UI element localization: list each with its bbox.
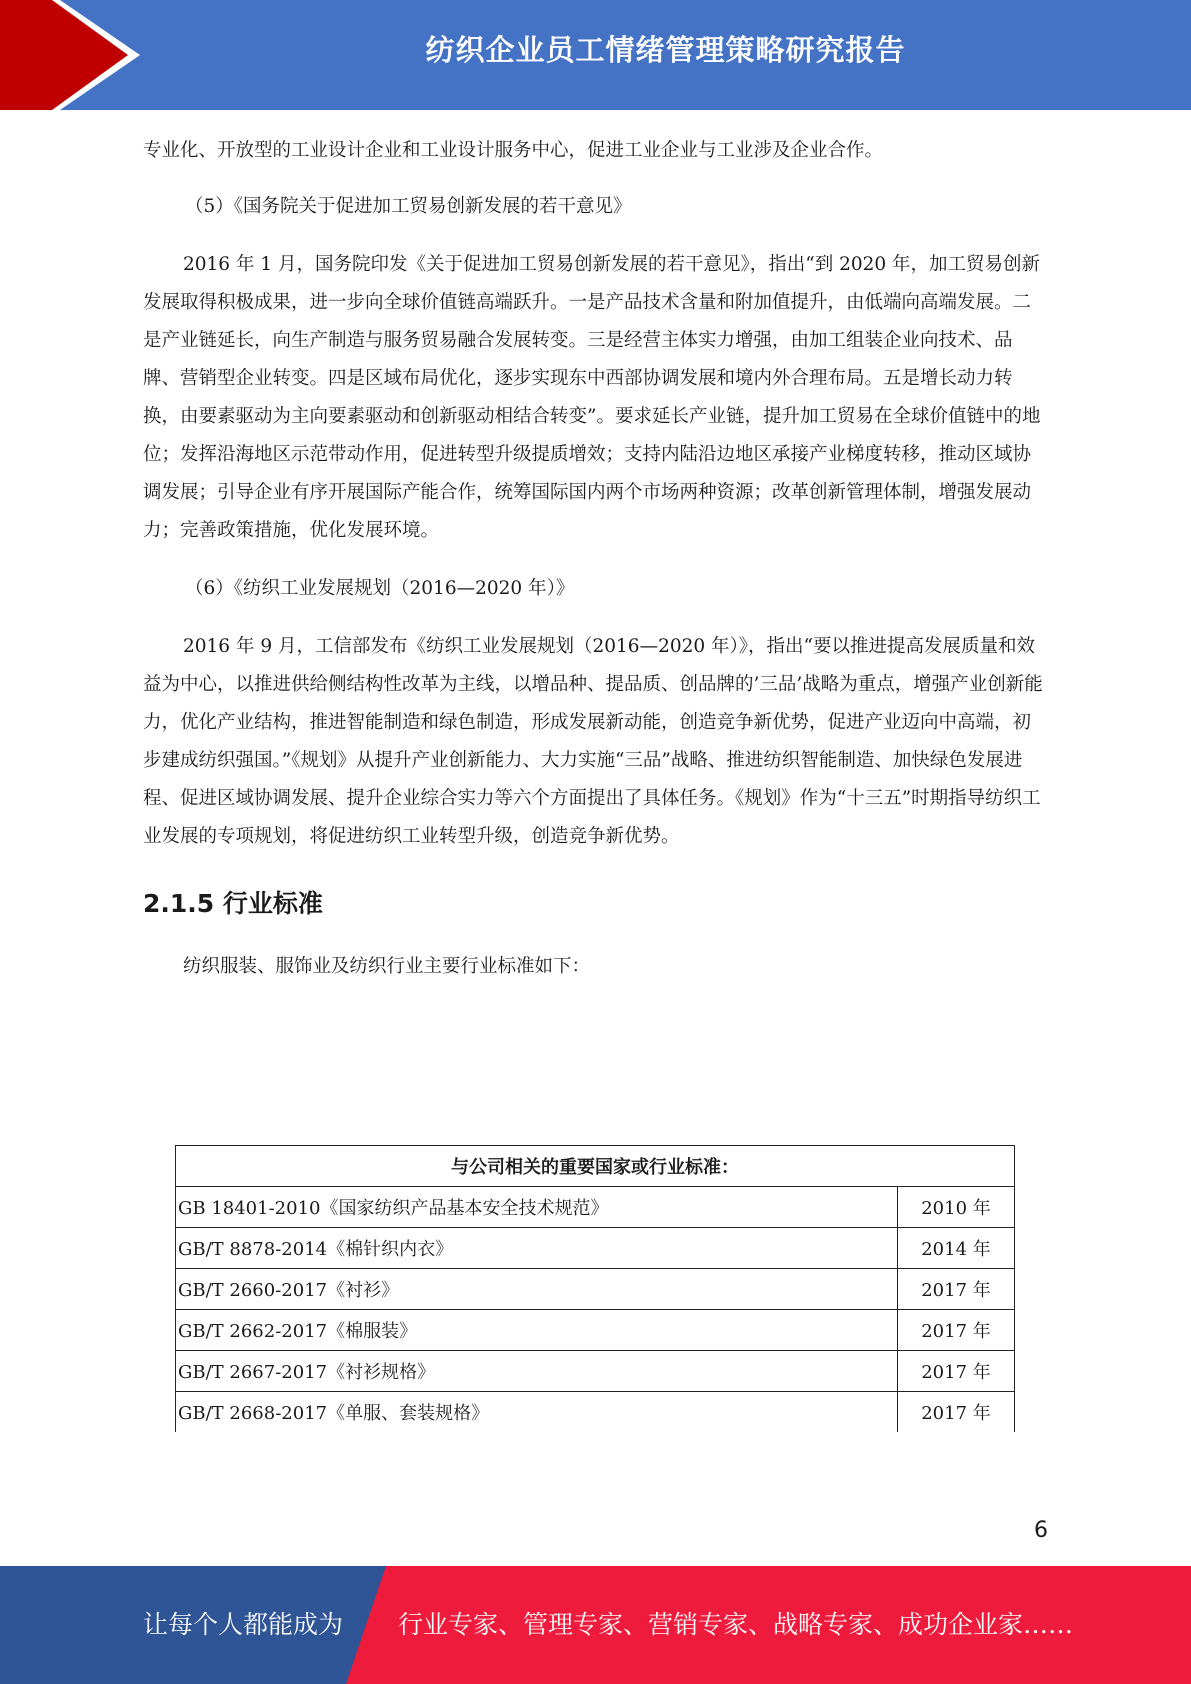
document-body [143,132,1045,986]
footer-slogan-right: 行业专家、管理专家、营销专家、战略专家、成功企业家…… [398,1610,1074,1639]
year-cell: 2017 年 [898,1269,1015,1310]
standards-table [175,1145,1015,1432]
year-cell: 2017 年 [898,1392,1015,1433]
table-row [176,1228,1015,1269]
item-5-paragraph: 2016 年 1 月，国务院印发《关于促进加工贸易创新发展的若干意见》，指出“到 2020 年，加工贸易创新发展取得积极成果，进一步向全球价值链高端跃升。一是产品技术含量和附加值提升，由低端向高端发展。二是产业链延长，向生产制造与服务贸易融合发展转变。三是经营主体实力增强，由加工组装企业向技术、品牌、营销型企业转变。四是区域布局优化，逐步实现东中西部协调发展和境内外合理布局。五是增长动力转换，由要素驱动为主向要素驱动和创新驱动相结合转变”。要求延长产业链，提升加工贸易在全球价值链中的地位；发挥沿海地区示范带动作用，促进转型升级提质增效；支持内陆沿边地区承接产业梯度转移，推动区域协调发展；引导企业有序开展国际产能合作，统筹国际国内两个市场两种资源；改革创新管理体制，增强发展动力；完善政策措施，优化发展环境。 [143,254,1041,541]
table-row [176,1269,1015,1310]
standard-cell: GB/T 8878-2014《棉针织内衣》 [176,1228,898,1269]
item-6-heading: （6）《纺织工业发展规划（2016—2020 年）》 [185,578,575,599]
item-5-heading: （5）《国务院关于促进加工贸易创新发展的若干意见》 [185,196,632,217]
standard-cell: GB 18401-2010《国家纺织产品基本安全技术规范》 [176,1187,898,1228]
header-arrow-decoration [0,0,160,110]
table-row [176,1310,1015,1351]
section-intro: 纺织服装、服饰业及纺织行业主要行业标准如下： [183,956,591,977]
item-6-paragraph: 2016 年 9 月，工信部发布《纺织工业发展规划（2016—2020 年）》，指出“要以推进提高发展质量和效益为中心，以推进供给侧结构性改革为主线，以增品种、提品质、创品牌的’三品’战略为重点，增强产业创新能力，优化产业结构，推进智能制造和绿色制造，形成发展新动能，创造竞争新优势，促进产业迈向中高端，初步建成纺织强国。”《规划》从提升产业创新能力、大力实施“三品”战略、推进纺织智能制造、加快绿色发展进程、促进区域协调发展、提升企业综合实力等六个方面提出了具体任务。《规划》作为“十三五”时期指导纺织工业发展的专项规划，将促进纺织工业转型升级，创造竞争新优势。 [143,636,1043,847]
table-row [176,1392,1015,1433]
page-footer [0,1566,1191,1684]
standard-cell: GB/T 2662-2017《棉服装》 [176,1310,898,1351]
year-cell: 2010 年 [898,1187,1015,1228]
table-header: 与公司相关的重要国家或行业标准： [176,1146,1015,1187]
footer-slogan-left: 让每个人都能成为 [143,1610,344,1639]
year-cell: 2017 年 [898,1351,1015,1392]
standard-cell: GB/T 2660-2017《衬衫》 [176,1269,898,1310]
page-header [0,0,1191,110]
paragraph-intro: 专业化、开放型的工业设计企业和工业设计服务中心，促进工业企业与工业涉及企业合作。 [143,140,884,161]
report-title: 纺织企业员工情绪管理策略研究报告 [425,33,906,67]
table-row [176,1187,1015,1228]
page-number: 6 [1034,1518,1048,1543]
standard-cell: GB/T 2667-2017《衬衫规格》 [176,1351,898,1392]
year-cell: 2017 年 [898,1310,1015,1351]
standard-cell: GB/T 2668-2017《单服、套装规格》 [176,1392,898,1433]
year-cell: 2014 年 [898,1228,1015,1269]
table-row [176,1351,1015,1392]
section-heading: 2.1.5 行业标准 [143,889,323,918]
